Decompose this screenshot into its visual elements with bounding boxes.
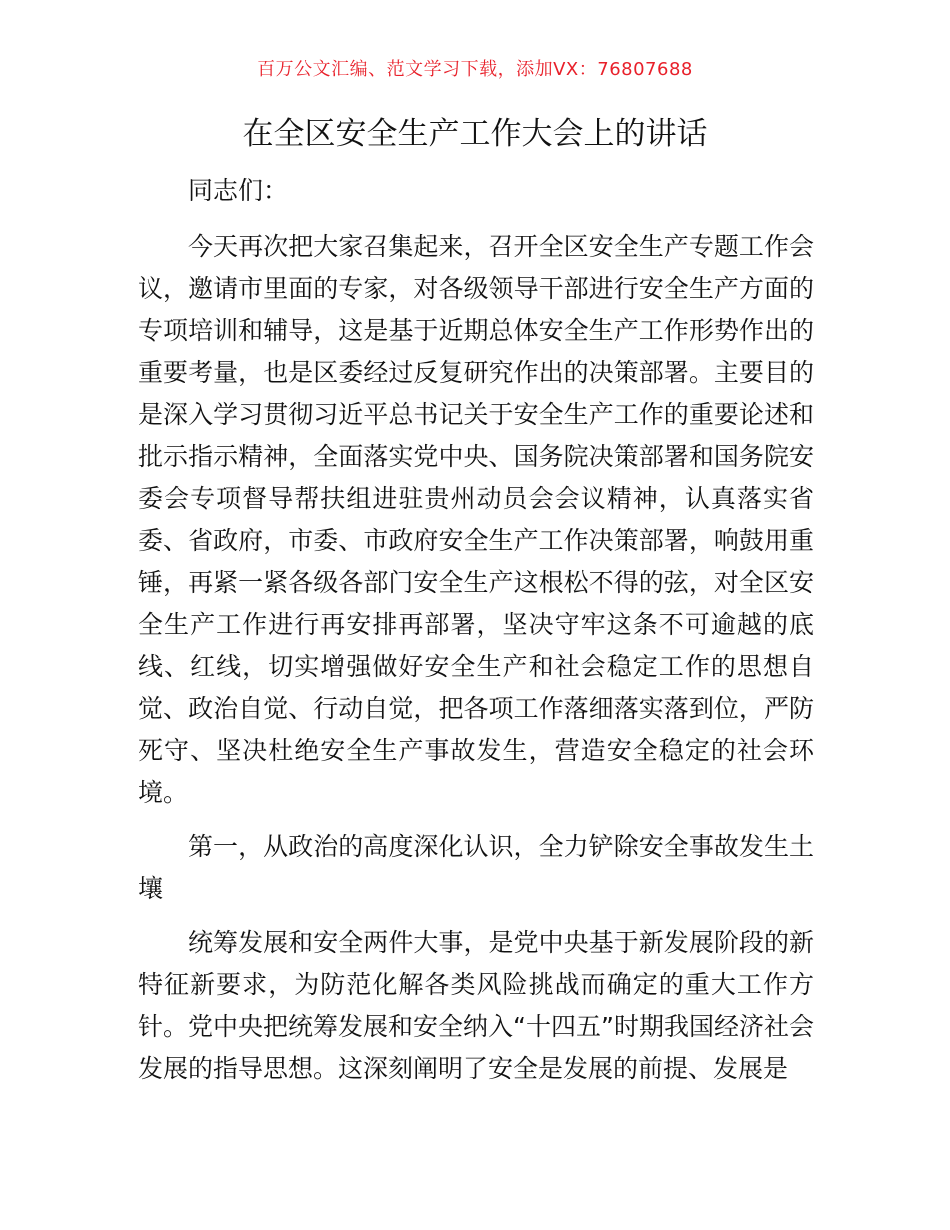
watermark-banner: 百万公文汇编、范文学习下载，添加VX：76807688 [257,59,693,80]
document-title: 在全区安全生产工作大会上的讲话 [242,116,708,152]
paragraph-section-one: 统筹发展和安全两件大事，是党中央基于新发展阶段的新特征新要求，为防范化解各类风险挑战而确定的重大工作方针。党中央把统筹发展和安全纳入“十四五”时期我国经济社会发展的指导思想。这深刻阐明了安全是发展的前提、发展是 [138,928,814,1083]
section-heading-first: 第一，从政治的高度深化认识，全力铲除安全事故发生土壤 [138,832,814,903]
paragraph-intro: 今天再次把大家召集起来，召开全区安全生产专题工作会议，邀请市里面的专家，对各级领导干部进行安全生产方面的专项培训和辅导，这是基于近期总体安全生产工作形势作出的重要考量，也是区委经过反复研究作出的决策部署。主要目的是深入学习贯彻习近平总书记关于安全生产工作的重要论述和批示指示精神，全面落实党中央、国务院决策部署和国务院安委会专项督导帮扶组进驻贵州动员会会议精神，认真落实省委、省政府，市委、市政府安全生产工作决策部署，响鼓用重锤，再紧一紧各级各部门安全生产这根松不得的弦，对全区安全生产工作进行再安排再部署，坚决守牢这条不可逾越的底线、红线，切实增强做好安全生产和社会稳定工作的思想自觉、政治自觉、行动自觉，把各项工作落细落实落到位，严防死守、坚决杜绝安全生产事故发生，营造安全稳定的社会环境。 [138,232,814,807]
document-body [138,170,814,1090]
greeting: 同志们： [188,176,289,205]
